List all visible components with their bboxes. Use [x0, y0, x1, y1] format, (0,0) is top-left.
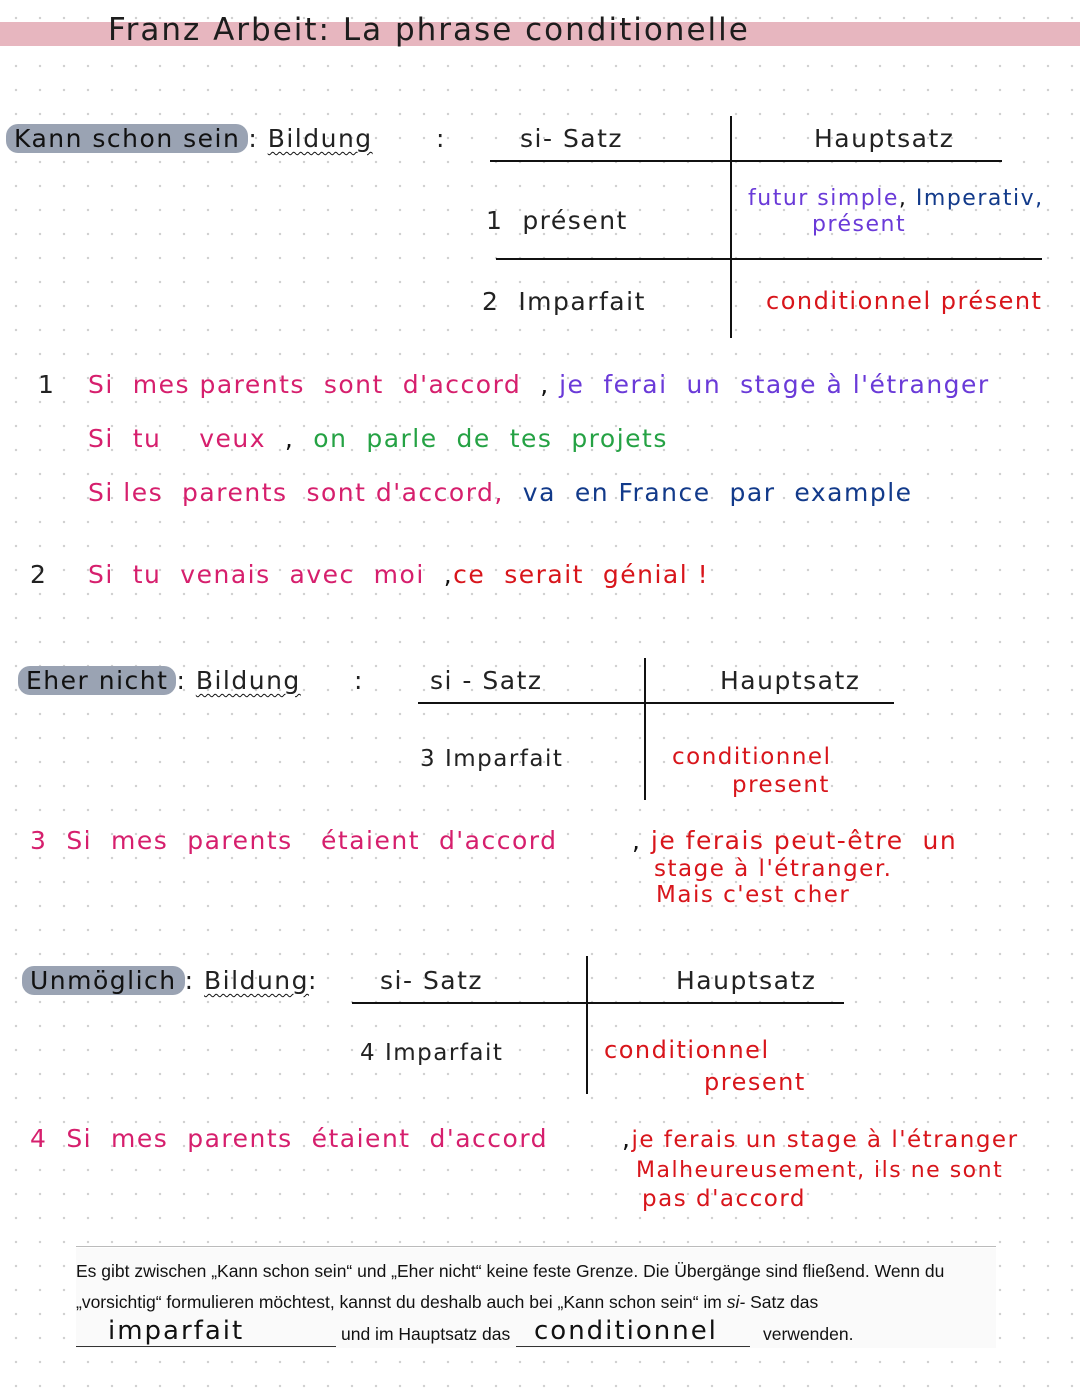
- word: stage: [740, 370, 817, 399]
- word: je: [559, 370, 585, 399]
- example-number: 2: [30, 560, 48, 589]
- example-sentence: [30, 826, 558, 855]
- example-sentence: [88, 560, 709, 589]
- bildung-label: Bildung: [204, 966, 310, 995]
- word: mes: [111, 826, 169, 855]
- comma: ,: [443, 560, 454, 589]
- bildung-label: Bildung: [195, 666, 301, 695]
- note-line-3: und im Hauptsatz das: [341, 1324, 511, 1344]
- section-kann-schon-sein: [6, 124, 373, 153]
- comma: ,: [622, 1124, 632, 1153]
- comma: ,: [632, 826, 642, 855]
- header-hauptsatz: Hauptsatz: [720, 666, 861, 695]
- word: d'accord: [402, 370, 522, 399]
- word: Si: [66, 826, 93, 855]
- header-si-satz: si - Satz: [430, 666, 543, 695]
- table-header-line: [352, 1002, 844, 1004]
- note-line-2: [76, 1287, 996, 1318]
- word: ferai: [603, 370, 668, 399]
- word: parle: [366, 424, 438, 453]
- blank-answer-1: imparfait: [108, 1316, 245, 1346]
- example-number: 3: [30, 826, 48, 855]
- word: par: [729, 478, 776, 507]
- main-clause: je ferais peut-être: [650, 826, 904, 855]
- main-clause: Malheureusement, ils ne sont: [636, 1158, 1004, 1183]
- word: les: [123, 478, 164, 507]
- word: serait: [504, 560, 584, 589]
- row-si: Imparfait: [384, 1040, 504, 1066]
- word: sont: [306, 478, 367, 507]
- word: sont: [323, 370, 384, 399]
- example-number: 4: [30, 1124, 48, 1153]
- table-header-line: [418, 702, 894, 704]
- section-unmoglich: [22, 966, 309, 995]
- table-row-line: [496, 258, 1042, 260]
- word: en: [574, 478, 610, 507]
- bildung-colon: :: [436, 124, 446, 153]
- word: France: [618, 478, 711, 507]
- comma: ,: [898, 186, 908, 211]
- example-number: 1: [38, 370, 56, 399]
- page-title: Franz Arbeit: La phrase conditionelle: [108, 12, 750, 48]
- word: avec: [289, 560, 355, 589]
- word: un: [686, 370, 722, 399]
- main-clause: Mais c'est cher: [656, 882, 851, 908]
- word: example: [794, 478, 913, 507]
- main-clause: stage à l'étranger.: [654, 856, 893, 882]
- note-line-3-end: verwenden.: [763, 1324, 854, 1344]
- row-haupt-2: present: [732, 772, 830, 798]
- label-colon: :: [184, 966, 205, 995]
- example-sentence: [88, 478, 913, 507]
- word: étaient: [311, 1124, 411, 1153]
- label-colon: :: [248, 124, 268, 153]
- word: génial: [602, 560, 689, 589]
- comma: ,: [284, 424, 295, 453]
- word: projets: [571, 424, 668, 453]
- main-clause: je ferais un stage à l'étranger: [631, 1127, 1019, 1153]
- section-eher-nicht: [18, 666, 301, 695]
- comma: ,: [540, 370, 550, 399]
- note-divider: [76, 1246, 996, 1247]
- label-colon: :: [176, 666, 196, 695]
- note-line-1: Es gibt zwischen „Kann schon sein“ und „Eher nicht“ keine feste Grenze. Die Übergänge sind fließend. Wenn du: [76, 1261, 945, 1281]
- word: venais: [180, 560, 271, 589]
- word: parents: [187, 1124, 293, 1153]
- word: !: [697, 560, 710, 589]
- word: de: [456, 424, 491, 453]
- word: Si: [88, 370, 114, 399]
- present-tense: présent: [812, 212, 907, 237]
- futur-simple: futur simple: [748, 186, 899, 211]
- word: tu: [132, 560, 162, 589]
- blank-answer-2: conditionnel: [534, 1316, 718, 1346]
- row-haupt: conditionnel présent: [766, 287, 1043, 315]
- example-sentence: [30, 1124, 548, 1153]
- table-divider: [586, 956, 588, 1094]
- word: parents: [199, 370, 305, 399]
- table-row: [482, 287, 646, 316]
- word: mes: [132, 370, 190, 399]
- word: parents: [182, 478, 288, 507]
- blank-line-2: [516, 1346, 750, 1347]
- main-clause: pas d'accord: [642, 1186, 807, 1212]
- word: parents: [187, 826, 293, 855]
- word: d'accord: [438, 826, 558, 855]
- word: moi: [373, 560, 425, 589]
- row-number: 2: [482, 287, 500, 316]
- table-row: [420, 746, 563, 772]
- blank-line-1: [76, 1346, 336, 1347]
- table-divider: [644, 658, 646, 800]
- word: Si: [88, 424, 114, 453]
- word: à: [826, 370, 844, 399]
- word: tes: [509, 424, 553, 453]
- word: d'accord: [429, 1124, 549, 1153]
- word: un: [922, 826, 958, 855]
- bildung-colon: :: [308, 966, 318, 995]
- row-number: 1: [486, 206, 504, 235]
- header-si-satz: si- Satz: [380, 966, 484, 995]
- table-divider: [730, 116, 732, 338]
- header-hauptsatz: Hauptsatz: [676, 966, 817, 995]
- word: Si: [66, 1124, 93, 1153]
- row-si: Imparfait: [444, 746, 564, 772]
- word: veux: [199, 424, 267, 453]
- word: tu: [132, 424, 162, 453]
- word: mes: [111, 1124, 169, 1153]
- table-row: [360, 1040, 503, 1066]
- note-text: Satz das: [750, 1292, 819, 1312]
- row-si: présent: [522, 206, 628, 235]
- row-haupt: [748, 186, 1044, 211]
- table-row: [486, 206, 628, 235]
- word: Si: [88, 478, 114, 507]
- header-hauptsatz: Hauptsatz: [814, 124, 955, 153]
- table-header-line: [490, 160, 1002, 162]
- word: on: [313, 424, 348, 453]
- bildung-colon: :: [354, 666, 364, 695]
- section-label: Eher nicht: [18, 666, 176, 695]
- row-si: Imparfait: [518, 287, 646, 316]
- section-label: Kann schon sein: [6, 124, 248, 153]
- row-number: 3: [420, 746, 437, 772]
- row-number: 4: [360, 1040, 377, 1066]
- word: d'accord,: [375, 478, 504, 507]
- bildung-label: Bildung: [267, 124, 373, 153]
- example-main: [622, 1124, 1019, 1153]
- word: l'étranger: [852, 370, 990, 399]
- example-sentence: [88, 424, 668, 453]
- row-haupt: conditionnel: [604, 1036, 770, 1064]
- word: étaient: [321, 826, 421, 855]
- imperativ: Imperativ,: [915, 186, 1044, 211]
- word: Si: [88, 560, 114, 589]
- note-text: „vorsichtig“ formulieren möchtest, kannst du deshalb auch bei „Kann schon sein“ im: [76, 1292, 722, 1312]
- example-main: [632, 826, 957, 855]
- note-italic: si-: [726, 1292, 746, 1312]
- row-haupt: conditionnel: [672, 744, 832, 770]
- word: ce: [453, 560, 486, 589]
- example-sentence: [88, 370, 990, 399]
- row-haupt-2: present: [704, 1068, 806, 1096]
- word: va: [522, 478, 556, 507]
- header-si-satz: si- Satz: [520, 124, 624, 153]
- section-label: Unmöglich: [22, 966, 185, 995]
